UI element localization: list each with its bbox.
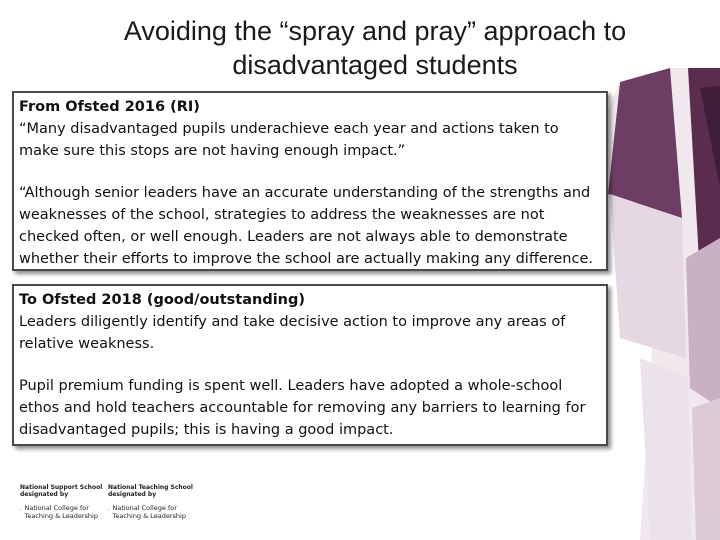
national-support-school-logo: [20, 484, 103, 520]
decorative-shapes: [600, 68, 720, 540]
logo1-top-text: National Support School: [20, 484, 103, 491]
logo2-top-text: National Teaching School: [108, 484, 193, 491]
slide-title: [70, 14, 680, 82]
logo2-name-line-2: Teaching & Leadership: [112, 512, 186, 520]
title-line-2: disadvantaged students: [232, 50, 518, 80]
box1-heading: From Ofsted 2016 (RI): [19, 99, 200, 115]
box1-quote-1: “Many disadvantaged pupils underachieve each year and actions taken to make sure this stops are not having enough impact.”: [19, 121, 559, 159]
logo2-sub-text: designated by: [108, 491, 157, 498]
box2-paragraph-2: Pupil premium funding is spent well. Leaders have adopted a whole-school ethos and hold teachers accountable for removing any barriers to learning for disadvantaged pupils; this is having a good impact.: [19, 378, 586, 438]
box2-heading: To Ofsted 2018 (good/outstanding): [19, 292, 306, 308]
logo1-name-line-1: National College for: [24, 504, 89, 512]
logo2-name-line-1: National College for: [112, 504, 177, 512]
box1-quote-2: “Although senior leaders have an accurate understanding of the strengths and weaknesses of the school, strategies to address the weaknesses are not checked often, or well enough. Leaders are not always able to demonstrate whether their efforts to improve the school are actually making any difference.: [19, 185, 594, 267]
logo1-name-line-2: Teaching & Leadership: [24, 512, 98, 520]
ofsted-2018-box: [12, 284, 608, 446]
logo-strip: [20, 484, 220, 528]
crest-icon: [20, 504, 21, 516]
logo1-sub-text: designated by: [20, 491, 69, 498]
box2-paragraph-1: Leaders diligently identify and take decisive action to improve any areas of relative weakness.: [19, 314, 566, 352]
crest-icon: [108, 504, 109, 516]
title-line-1: Avoiding the “spray and pray” approach to: [123, 16, 627, 46]
national-teaching-school-logo: [108, 484, 193, 520]
ofsted-2016-box: [12, 91, 608, 271]
